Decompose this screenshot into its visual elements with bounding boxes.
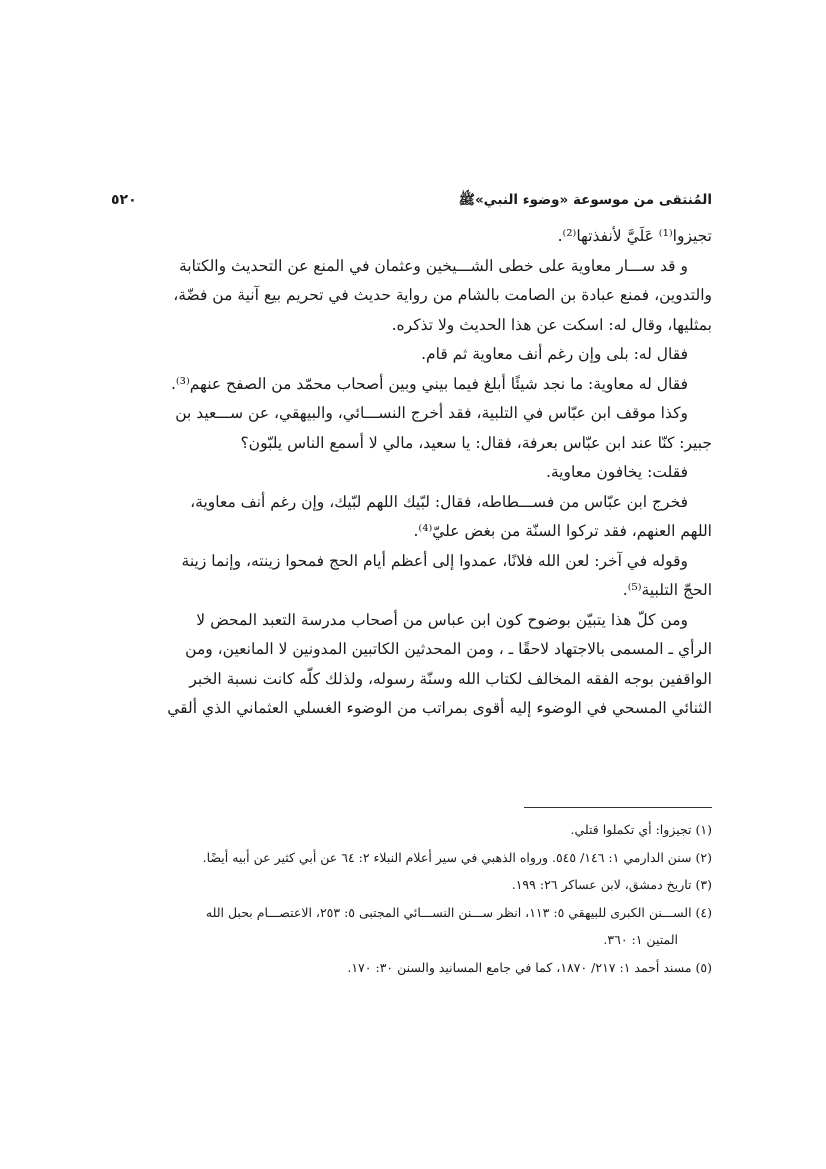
paragraph-line: بمثليها، وقال له: اسكت عن هذا الحديث ولا تذكره. [391,315,712,334]
paragraph-line: فقلت: يخافون معاوية. [545,463,688,481]
footnote-divider [524,807,712,808]
paragraph-line: ومن كلّ هذا يتبيّن بوضوح كون ابن عباس من أصحاب مدرسة التعبد المحض لا [196,610,688,629]
paragraph-line: و قد ســـار معاوية على خطى الشـــيخين وعثمان في المنع عن التحديث والكتابة [179,256,688,275]
footnote: (٤) الســـنن الكبرى للبيهقي ٥: ١١٣، انظر ســـنن النســـائي المجتبى ٥: ٢٥٣، الاعتصـــام بحبل الله [205,904,712,920]
paragraph-line: فخرج ابن عبّاس من فســـطاطه، فقال: لبّيك اللهم لبّيك، وإن رغم أنف معاوية، [190,492,688,511]
paragraph-line: والتدوين، فمنع عبادة بن الصامت بالشام من رواية حديث في تحريم بيع آنية من فضّة، [173,286,712,304]
paragraph-line: الحجّ التلبية⁽⁵⁾. [622,581,712,599]
running-title: المُنتقى من موسوعة «وضوء النبي»ﷺ [458,192,712,208]
body-text [111,222,712,724]
paragraph-line: الواقفين بوجه الفقه المخالف لكتاب الله وسنّة رسوله، ولذلك كلّه كانت نسبة الخبر [189,669,712,688]
paragraph-line: اللهم العنهم، فقد تركوا السنّة من بغض عليّ⁽⁴⁾. [413,522,712,540]
paragraph-line: وقوله في آخر: لعن الله فلانًا، عمدوا إلى أعظم أيام الحج فمحوا زينته، وإنما زينة [181,551,688,570]
footnotes [111,816,712,981]
paragraph-line: الرأي ـ المسمى بالاجتهاد لاحقًا ـ ، ومن المحدثين الكاتبين المدونين لا المانعين، ومن [185,640,712,658]
footnote: (٣) تاريخ دمشق، لابن عساكر ٢٦: ١٩٩. [511,877,712,892]
page-number: ٥٢٠ [111,192,137,208]
paragraph-line: جبير: كنّا عند ابن عبّاس بعرفة، فقال: يا سعيد، مالي لا أسمع الناس يلبّون؟ [240,433,712,452]
paragraph-line: تجيزوا⁽¹⁾ عَلَيَّ لأنفذتها⁽²⁾. [557,227,712,245]
paragraph-line: فقال له: بلى وإن رغم أنف معاوية ثم قام. [421,345,688,363]
footnote: (٢) سنن الدارمي ١: ١٤٦/ ٥٤٥. ورواه الذهبي في سير أعلام النبلاء ٢: ٦٤ عن أبي كثير عن أبيه أيضًا. [202,849,712,865]
footnote: (١) تجيزوا: أي تكملوا قتلي. [570,822,712,837]
footnote-continuation: المتين ١: ٣٦٠. [603,932,678,947]
page-header [111,191,712,211]
paragraph-line: وكذا موقف ابن عبّاس في التلبية، فقد أخرج النســـائي، والبيهقي، عن ســـعيد بن [175,404,688,422]
footnote: (٥) مسند أحمد ١: ٢١٧/ ١٨٧٠، كما في جامع المسانيد والسنن ٣٠: ١٧٠. [347,959,712,975]
paragraph-line: فقال له معاوية: ما نجد شيئًا أبلغ فيما بيني وبين أصحاب محمّد من الصفح عنهم⁽³⁾. [170,374,688,393]
paragraph-line: الثنائي المسحي في الوضوء إليه أقوى بمراتب من الوضوء الغسلي العثماني الذي ألقي [167,699,712,717]
